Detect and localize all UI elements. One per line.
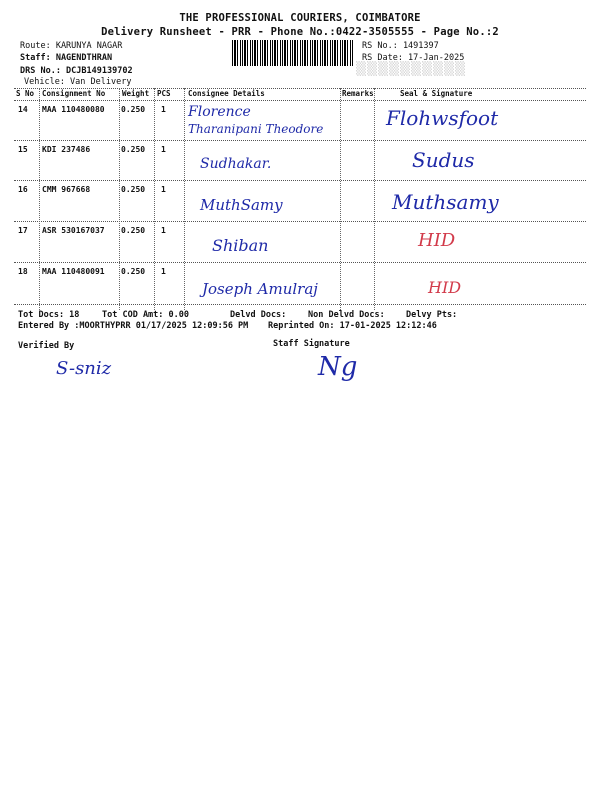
- row-weight: 0.250: [121, 185, 146, 194]
- row-consignment-no: ASR 530167037: [42, 226, 105, 235]
- consignee-name: MuthSamy: [200, 196, 283, 214]
- column-divider: [184, 88, 185, 310]
- recipient-signature: Flohwsfoot: [386, 106, 499, 130]
- row-consignment-no: CMM 967668: [42, 185, 91, 194]
- row-sno: 17: [18, 226, 28, 235]
- row-divider: [14, 262, 586, 263]
- consignee-name: Shiban: [212, 236, 269, 255]
- row-divider: [14, 140, 586, 141]
- row-pcs: 1: [161, 226, 166, 235]
- consignee-name: Florence: [188, 104, 251, 120]
- delivery-points: Delvy Pts:: [406, 310, 458, 320]
- delivered-docs: Delvd Docs:: [230, 310, 287, 320]
- row-sno: 15: [18, 145, 28, 154]
- header-pcs: PCS: [157, 89, 171, 98]
- row-sno: 18: [18, 267, 28, 276]
- recipient-signature: Sudus: [412, 148, 475, 172]
- barcode: [232, 40, 354, 66]
- header-remarks: Remarks: [342, 89, 374, 98]
- row-sno: 14: [18, 105, 28, 114]
- column-divider: [374, 88, 375, 310]
- total-docs: Tot Docs: 18: [18, 310, 80, 320]
- recipient-signature: Muthsamy: [392, 190, 499, 214]
- header-consignment-no: Consignment No: [42, 89, 106, 98]
- row-pcs: 1: [161, 185, 166, 194]
- non-delivered-docs: Non Delvd Docs:: [308, 310, 385, 320]
- column-divider: [119, 88, 120, 310]
- staff-signature: Ng: [318, 352, 358, 382]
- row-consignment-no: MAA 110480091: [42, 267, 105, 276]
- row-divider: [14, 180, 586, 181]
- seal-mark: HID: [428, 278, 462, 297]
- vehicle-label: Vehicle: Van Delivery: [24, 77, 132, 87]
- rs-number: RS No.: 1491397: [362, 41, 439, 51]
- consignee-name: Sudhakar.: [200, 156, 272, 172]
- row-pcs: 1: [161, 267, 166, 276]
- row-weight: 0.250: [121, 226, 146, 235]
- row-consignment-no: MAA 110480080: [42, 105, 105, 114]
- table-bottom-rule: [14, 304, 586, 305]
- reprinted-on: Reprinted On: 17-01-2025 12:12:46: [268, 321, 437, 331]
- drs-number: DRS No.: DCJB149139702: [20, 66, 133, 76]
- table-header-rule: [14, 100, 586, 101]
- row-pcs: 1: [161, 105, 166, 114]
- route-label: Route: KARUNYA NAGAR: [20, 41, 123, 51]
- header-weight: Weight: [122, 89, 150, 98]
- row-divider: [14, 221, 586, 222]
- row-consignment-no: KDI 237486: [42, 145, 91, 154]
- header-sno: S No: [16, 89, 35, 98]
- header-consignee-details: Consignee Details: [188, 89, 265, 98]
- entered-by: Entered By :MOORTHYPRR 01/17/2025 12:09:56 PM: [18, 321, 249, 331]
- consignee-name: Joseph Amulraj: [202, 280, 318, 298]
- total-cod-amount: Tot COD Amt: 0.00: [102, 310, 189, 320]
- runsheet-subtitle: Delivery Runsheet - PRR - Phone No.:0422-3505555 - Page No.:2: [101, 26, 499, 38]
- column-divider: [340, 88, 341, 310]
- verifier-signature: S-sniz: [56, 358, 112, 379]
- header-seal-signature: Seal & Signature: [400, 89, 473, 98]
- runsheet-table: [14, 88, 586, 310]
- row-weight: 0.250: [121, 105, 146, 114]
- row-weight: 0.250: [121, 145, 146, 154]
- row-sno: 16: [18, 185, 28, 194]
- row-weight: 0.250: [121, 267, 146, 276]
- rs-date: RS Date: 17-Jan-2025: [362, 53, 465, 63]
- seal-mark: HID: [418, 230, 456, 251]
- staff-signature-label: Staff Signature: [273, 339, 350, 349]
- consignee-name-line2: Tharanipani Theodore: [188, 122, 324, 136]
- column-divider: [154, 88, 155, 310]
- faint-stamp-mark: ▒▒▒▒▒▒▒▒▒▒: [356, 62, 466, 77]
- staff-label: Staff: NAGENDTHRAN: [20, 53, 113, 63]
- row-pcs: 1: [161, 145, 166, 154]
- column-divider: [39, 88, 40, 310]
- company-title: THE PROFESSIONAL COURIERS, COIMBATORE: [179, 12, 421, 24]
- verified-by-label: Verified By: [18, 341, 75, 351]
